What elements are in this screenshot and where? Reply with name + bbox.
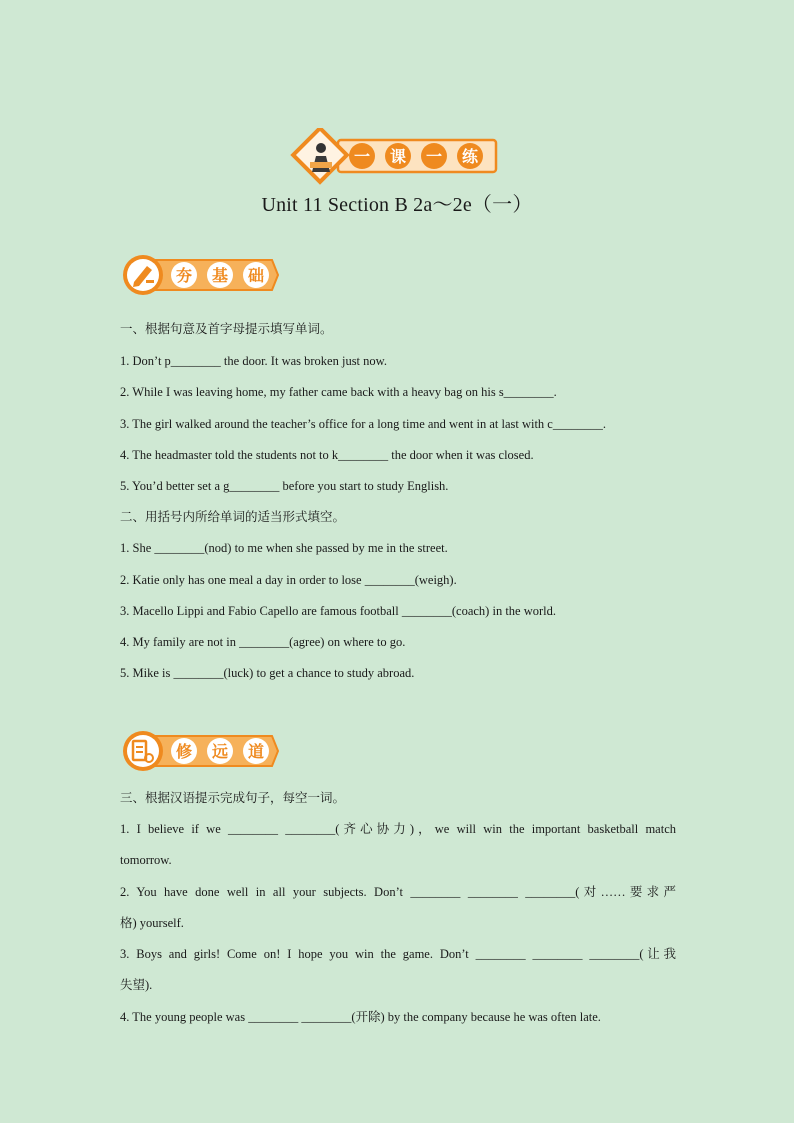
section-banner-advanced [120, 728, 280, 774]
svg-text:练: 练 [461, 147, 479, 166]
lesson-badge [290, 128, 500, 186]
part2-item-4: 4. My family are not in ________(agree) on where to go. [120, 635, 406, 649]
part2-item-5: 5. Mike is ________(luck) to get a chance to study abroad. [120, 666, 415, 680]
section-banner-basics [120, 252, 280, 298]
svg-text:一: 一 [353, 147, 371, 166]
svg-text:课: 课 [389, 147, 407, 166]
part1-item-3: 3. The girl walked around the teacher’s office for a long time and went in at last with c________. [120, 417, 606, 431]
part1-item-5: 5. You’d better set a g________ before you start to study English. [120, 479, 449, 493]
svg-text:道: 道 [247, 742, 265, 761]
part1-heading: 一、根据句意及首字母提示填写单词。 [120, 321, 333, 336]
part3-item-3-line-1: 3. Boys and girls! Come on! I hope you win the game. Don’t ________ ________ ________(让我 [120, 947, 676, 961]
part2-heading: 二、用括号内所给单词的适当形式填空。 [120, 509, 346, 524]
svg-text:夯: 夯 [175, 266, 193, 285]
part1-item-2: 2. While I was leaving home, my father came back with a heavy bag on his s________. [120, 385, 557, 399]
part3-item-2-line-2: 格) yourself. [120, 916, 184, 930]
part3-item-4: 4. The young people was ________ ________(开除) by the company because he was often late. [120, 1010, 601, 1024]
part2-item-2: 2. Katie only has one meal a day in order to lose ________(weigh). [120, 573, 457, 587]
svg-text:基: 基 [211, 266, 229, 285]
part3-item-2-line-1: 2. You have done well in all your subjects. Don’t ________ ________ ________(对……要求严 [120, 885, 676, 899]
svg-text:础: 础 [247, 266, 265, 285]
pencil-icon [123, 255, 163, 295]
part3-item-3-line-2: 失望). [120, 978, 153, 992]
document-title: Unit 11 Section B 2a～2e（一） [261, 194, 533, 216]
svg-text:一: 一 [425, 147, 443, 166]
part1-item-1: 1. Don’t p________ the door. It was broken just now. [120, 354, 387, 368]
part3-item-1-line-1: 1. I believe if we ________ ________(齐心协力)，we will win the important basketball match [120, 822, 676, 836]
part2-item-3: 3. Macello Lippi and Fabio Capello are famous football ________(coach) in the world. [120, 604, 556, 618]
part1-item-4: 4. The headmaster told the students not to k________ the door when it was closed. [120, 448, 534, 462]
svg-text:修: 修 [175, 742, 193, 761]
part3-heading: 三、根据汉语提示完成句子，每空一词。 [120, 790, 346, 805]
svg-text:远: 远 [211, 742, 229, 761]
part2-item-1: 1. She ________(nod) to me when she passed by me in the street. [120, 541, 448, 555]
badge-figure-emblem [290, 128, 349, 185]
book-icon [123, 731, 163, 771]
part3-item-1-line-2: tomorrow. [120, 853, 172, 867]
